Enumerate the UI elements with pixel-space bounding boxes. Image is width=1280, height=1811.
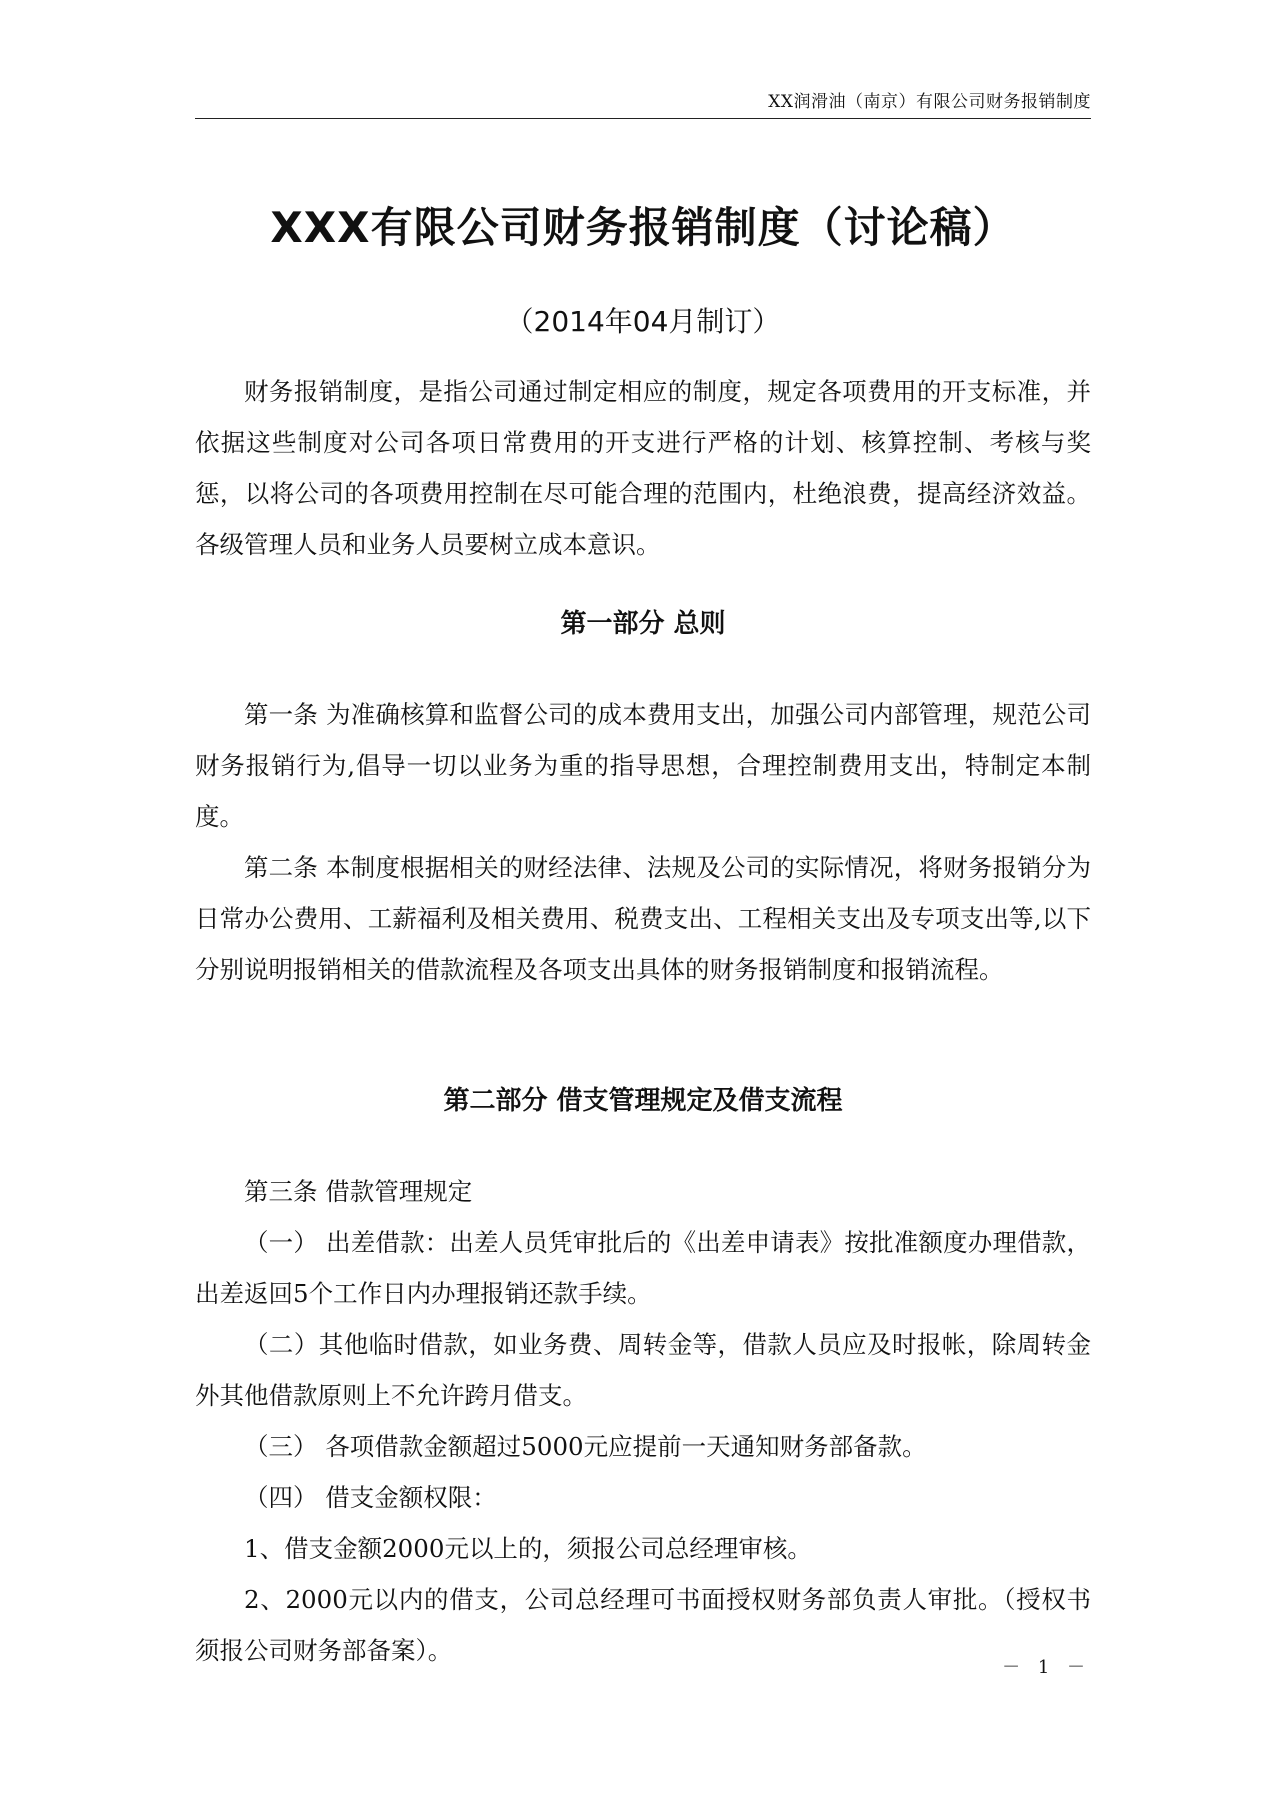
header-divider	[195, 118, 1091, 119]
article-1: 第一条 为准确核算和监督公司的成本费用支出，加强公司内部管理，规范公司财务报销行为,倡导一切以业务为重的指导思想，合理控制费用支出，特制定本制度。	[195, 700, 1091, 831]
article-3: 第三条 借款管理规定	[244, 1177, 473, 1206]
document-subtitle: （2014年04月制订）	[505, 305, 781, 338]
part2-heading: 第二部分 借支管理规定及借支流程	[443, 1086, 843, 1116]
document-title: XXX有限公司财务报销制度（讨论稿）	[270, 203, 1016, 252]
authority-item-2: 2、2000元以内的借支，公司总经理可书面授权财务部负责人审批。（授权书须报公司财务部备案）。	[195, 1585, 1091, 1665]
article-2: 第二条 本制度根据相关的财经法律、法规及公司的实际情况，将财务报销分为日常办公费用、工薪福利及相关费用、税费支出、工程相关支出及专项支出等,以下分别说明报销相关的借款流程及各项支出具体的财务报销制度和报销流程。	[195, 853, 1091, 984]
loan-item-3: （三） 各项借款金额超过5000元应提前一天通知财务部备款。	[244, 1432, 927, 1461]
authority-item-1: 1、借支金额2000元以上的，须报公司总经理审核。	[244, 1534, 812, 1563]
intro-paragraph: 财务报销制度，是指公司通过制定相应的制度，规定各项费用的开支标准，并依据这些制度对公司各项日常费用的开支进行严格的计划、核算控制、考核与奖惩，以将公司的各项费用控制在尽可能合理的范围内，杜绝浪费，提高经济效益。各级管理人员和业务人员要树立成本意识。	[195, 377, 1091, 559]
loan-item-4: （四） 借支金额权限：	[244, 1483, 497, 1512]
page-number: － 1 －	[1002, 1657, 1091, 1678]
running-header: XX润滑油（南京）有限公司财务报销制度	[768, 92, 1091, 112]
part1-heading: 第一部分 总则	[560, 609, 726, 639]
loan-item-2: （二）其他临时借款，如业务费、周转金等，借款人员应及时报帐，除周转金外其他借款原则上不允许跨月借支。	[195, 1330, 1091, 1410]
loan-item-1: （一） 出差借款：出差人员凭审批后的《出差申请表》按批准额度办理借款，出差返回5个工作日内办理报销还款手续。	[195, 1228, 1091, 1308]
